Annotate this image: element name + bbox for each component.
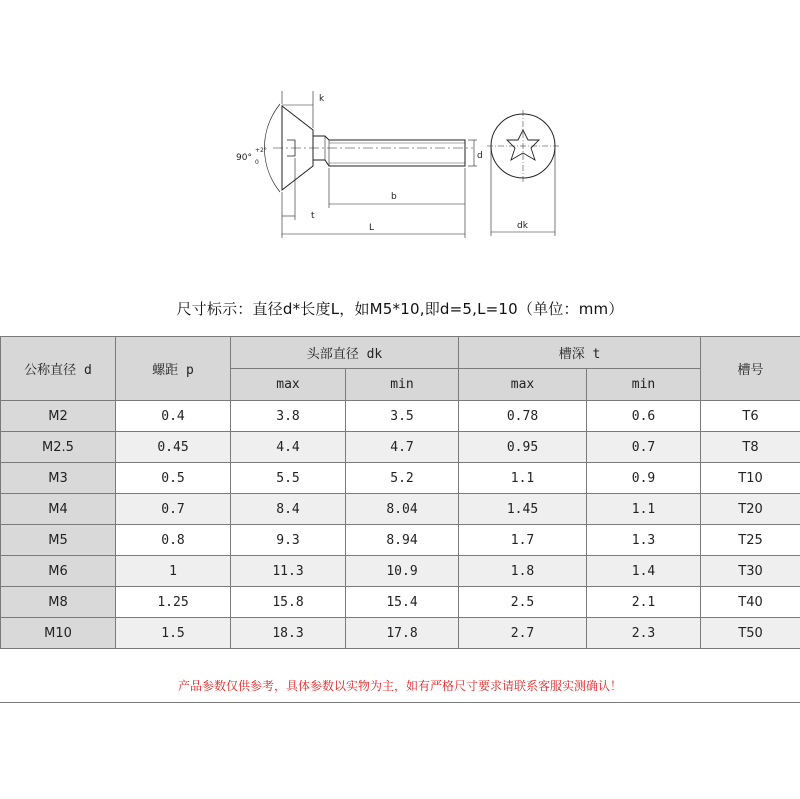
cell-pitch: 1.25: [116, 587, 231, 618]
cell-t-max: 1.45: [459, 494, 587, 525]
cell-dk-max: 15.8: [231, 587, 346, 618]
table-row: [1, 525, 800, 556]
cell-pitch: 0.8: [116, 525, 231, 556]
dim-k-label: k: [319, 94, 325, 104]
cell-nominal: M2.5: [1, 432, 116, 463]
cell-slot: T40: [701, 587, 800, 618]
header-dk-min: min: [346, 369, 459, 401]
cell-t-min: 0.9: [587, 463, 701, 494]
cell-t-min: 0.7: [587, 432, 701, 463]
table-row: [1, 556, 800, 587]
table-row: [1, 401, 800, 432]
dim-angle-tol2-label: 0: [255, 159, 259, 166]
dim-angle-tol-label: +2°: [255, 147, 267, 154]
cell-dk-min: 8.04: [346, 494, 459, 525]
screw-shank: [313, 136, 465, 166]
cell-nominal: M3: [1, 463, 116, 494]
cell-nominal: M8: [1, 587, 116, 618]
cell-slot: T8: [701, 432, 800, 463]
cell-pitch: 0.7: [116, 494, 231, 525]
header-dk-max: max: [231, 369, 346, 401]
cell-pitch: 1.5: [116, 618, 231, 649]
cell-dk-max: 8.4: [231, 494, 346, 525]
dim-t-label: t: [311, 211, 315, 221]
dim-dk-label: dk: [517, 221, 528, 231]
cell-pitch: 1: [116, 556, 231, 587]
header-t-max: max: [459, 369, 587, 401]
dim-d-label: d: [477, 151, 483, 161]
cell-t-min: 2.3: [587, 618, 701, 649]
header-nominal-diameter: 公称直径 d: [1, 337, 116, 401]
cell-dk-min: 8.94: [346, 525, 459, 556]
dim-L-label: L: [369, 223, 375, 233]
screw-technical-drawing: [225, 88, 575, 248]
cell-dk-max: 9.3: [231, 525, 346, 556]
cell-t-max: 0.95: [459, 432, 587, 463]
cell-t-max: 2.7: [459, 618, 587, 649]
cell-slot: T30: [701, 556, 800, 587]
header-t-min: min: [587, 369, 701, 401]
cell-dk-min: 15.4: [346, 587, 459, 618]
cell-t-min: 1.4: [587, 556, 701, 587]
cell-t-min: 0.6: [587, 401, 701, 432]
cell-dk-min: 3.5: [346, 401, 459, 432]
cell-t-max: 1.7: [459, 525, 587, 556]
dimension-caption: 尺寸标示：直径d*长度L，如M5*10,即d=5,L=10（单位：mm）: [176, 300, 624, 318]
cell-pitch: 0.4: [116, 401, 231, 432]
cell-dk-max: 5.5: [231, 463, 346, 494]
header-head-diameter: 头部直径 dk: [231, 337, 459, 369]
spec-table: [0, 336, 800, 649]
cell-dk-max: 4.4: [231, 432, 346, 463]
dim-b-label: b: [391, 192, 397, 202]
cell-dk-max: 11.3: [231, 556, 346, 587]
cell-t-min: 2.1: [587, 587, 701, 618]
cell-nominal: M6: [1, 556, 116, 587]
cell-dk-max: 18.3: [231, 618, 346, 649]
cell-t-max: 2.5: [459, 587, 587, 618]
cell-nominal: M5: [1, 525, 116, 556]
cell-slot: T25: [701, 525, 800, 556]
cell-t-min: 1.3: [587, 525, 701, 556]
cell-t-min: 1.1: [587, 494, 701, 525]
table-row: [1, 587, 800, 618]
cell-dk-min: 10.9: [346, 556, 459, 587]
table-row: [1, 463, 800, 494]
cell-dk-min: 17.8: [346, 618, 459, 649]
cell-dk-max: 3.8: [231, 401, 346, 432]
cell-t-max: 0.78: [459, 401, 587, 432]
cell-pitch: 0.5: [116, 463, 231, 494]
disclaimer-note: 产品参数仅供参考，具体参数以实物为主，如有严格尺寸要求请联系客服实测确认！: [0, 670, 800, 703]
table-row: [1, 618, 800, 649]
cell-nominal: M2: [1, 401, 116, 432]
cell-dk-min: 4.7: [346, 432, 459, 463]
cell-slot: T50: [701, 618, 800, 649]
cell-t-max: 1.1: [459, 463, 587, 494]
header-slot-number: 槽号: [701, 337, 800, 401]
cell-slot: T6: [701, 401, 800, 432]
table-row: [1, 494, 800, 525]
header-pitch: 螺距 p: [116, 337, 231, 401]
header-slot-depth: 槽深 t: [459, 337, 701, 369]
cell-slot: T10: [701, 463, 800, 494]
dim-angle-label: 90°: [236, 153, 252, 163]
cell-pitch: 0.45: [116, 432, 231, 463]
cell-t-max: 1.8: [459, 556, 587, 587]
cell-nominal: M4: [1, 494, 116, 525]
cell-slot: T20: [701, 494, 800, 525]
table-row: [1, 432, 800, 463]
cell-nominal: M10: [1, 618, 116, 649]
cell-dk-min: 5.2: [346, 463, 459, 494]
